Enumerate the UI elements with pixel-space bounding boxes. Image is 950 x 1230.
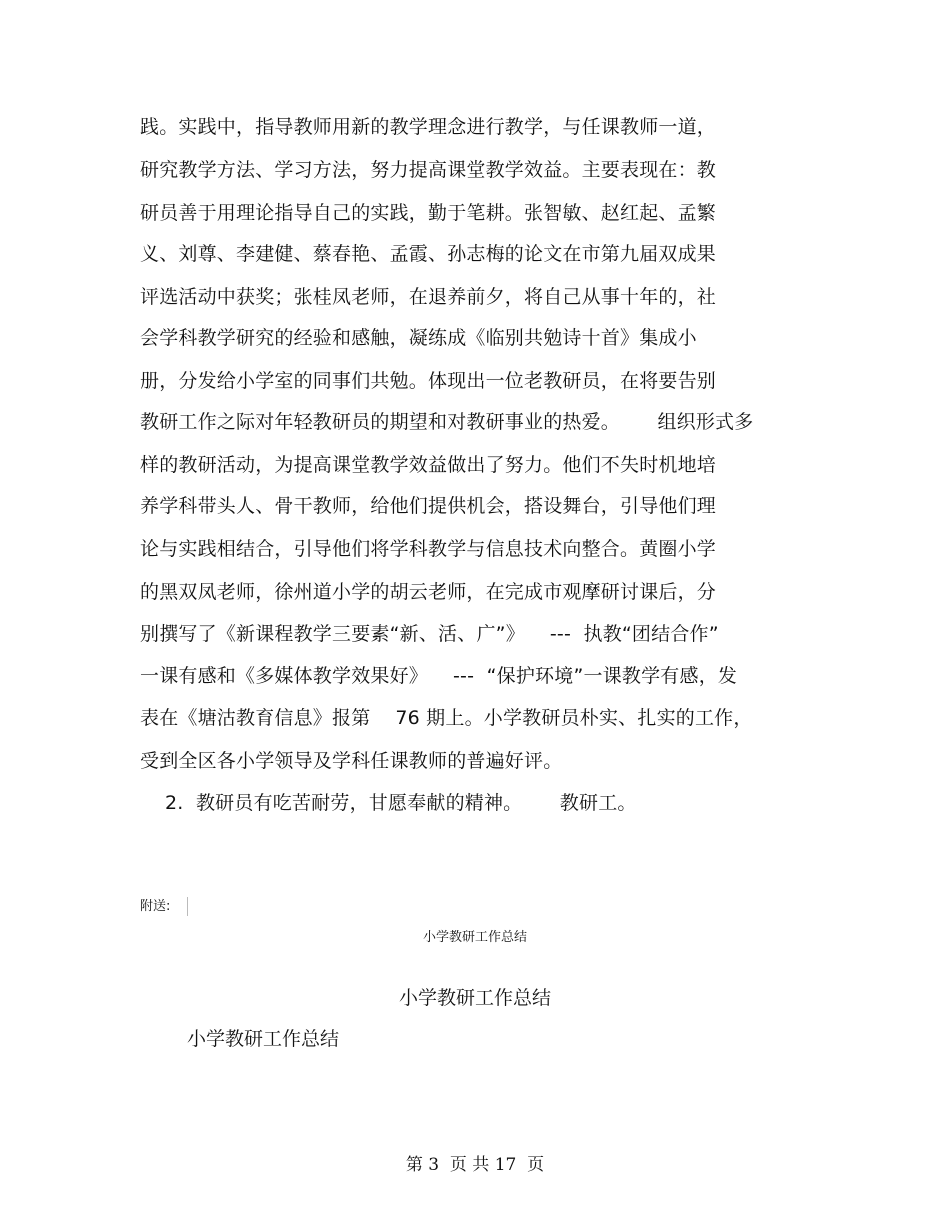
body-line: 的黑双凤老师，徐州道小学的胡云老师，在完成市观摩研讨课后，分 (140, 581, 717, 603)
body-line: 研究教学方法、学习方法，努力提高课堂教学效益。主要表现在：教 (140, 159, 717, 181)
body-line: 义、刘尊、李建健、蔡春艳、孟霞、孙志梅的论文在市第九届双成果 (140, 243, 717, 265)
appendix-small-title: 小学教研工作总结 (422, 930, 527, 945)
body-line: 研员善于用理论指导自己的实践，勤于笔耕。张智敏、赵红起、孟繁 (140, 202, 717, 224)
body-line: 2. 教研员有吃苦耐劳，甘愿奉献的精神。 教研工。 (140, 792, 637, 814)
body-line: 践。实践中，指导教师用新的教学理念进行教学，与任课教师一道， (140, 116, 717, 138)
body-line: 别撰写了《新课程教学三要素“新、活、广”》 --- 执教“团结合作” (140, 623, 719, 645)
body-line: 教研工作之际对年轻教研员的期望和对教研事业的热爱。 组织形式多 (140, 411, 754, 433)
appendix-title: 小学教研工作总结 (398, 987, 551, 1009)
body-line: 册，分发给小学室的同事们共勉。体现出一位老教研员，在将要告别 (140, 370, 717, 392)
body-line: 表在《塘沽教育信息》报第 76 期上。小学教研员朴实、扎实的工作， (140, 707, 753, 729)
body-line: 一课有感和《多媒体教学效果好》 --- “保护环境”一课教学有感，发 (140, 665, 738, 687)
page-footer: 第 3 页 共 17 页 (405, 1155, 545, 1175)
body-line: 论与实践相结合，引导他们将学科教学与信息技术向整合。黄圈小学 (140, 538, 717, 560)
body-line: 受到全区各小学领导及学科任课教师的普遍好评。 (140, 750, 563, 772)
text-cursor-divider (187, 897, 188, 916)
appendix-label: 附送: (140, 899, 171, 914)
body-line: 样的教研活动，为提高课堂教学效益做出了努力。他们不失时机地培 (140, 454, 717, 476)
appendix-subtitle: 小学教研工作总结 (187, 1028, 340, 1050)
body-line: 会学科教学研究的经验和感触，凝练成《临别共勉诗十首》集成小 (140, 327, 697, 349)
body-line: 评选活动中获奖；张桂凤老师，在退养前夕，将自己从事十年的，社 (140, 286, 717, 308)
body-line: 养学科带头人、骨干教师，给他们提供机会，搭设舞台，引导他们理 (140, 495, 717, 517)
